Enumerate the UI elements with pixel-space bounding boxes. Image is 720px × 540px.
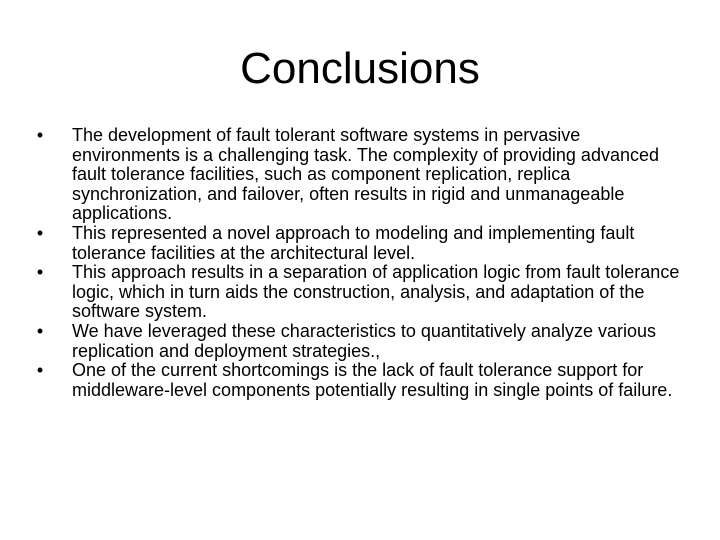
bullet-list [30,126,690,400]
bullet-item [30,126,690,224]
bullet-icon: • [36,360,44,381]
bullet-item [30,322,690,361]
bullet-text: This approach results in a separation of application logic from fault tolerance logic, which in turn aids the construction, analysis, and adaptation of the software system. [72,262,680,322]
bullet-item [30,263,690,322]
slide-title: Conclusions [240,44,480,93]
bullet-icon: • [36,222,44,243]
bullet-text: The development of fault tolerant software systems in pervasive environments is a challenging task. The complexity of providing advanced fault tolerance facilities, such as component replication, replica synchronization, and failover, often results in rigid and unmanageable applications. [72,125,659,224]
bullet-item [30,224,690,263]
bullet-icon: • [36,320,44,341]
bullet-icon: • [36,262,44,283]
bullet-text: We have leveraged these characteristics to quantitatively analyze various replication and deployment strategies., [72,320,656,361]
bullet-icon: • [36,125,44,145]
bullet-text: This represented a novel approach to modeling and implementing fault tolerance facilities at the architectural level. [72,222,635,263]
bullet-item [30,361,690,400]
bullet-text: One of the current shortcomings is the lack of fault tolerance support for middleware-level components potentially resulting in single points of failure. [72,360,673,400]
